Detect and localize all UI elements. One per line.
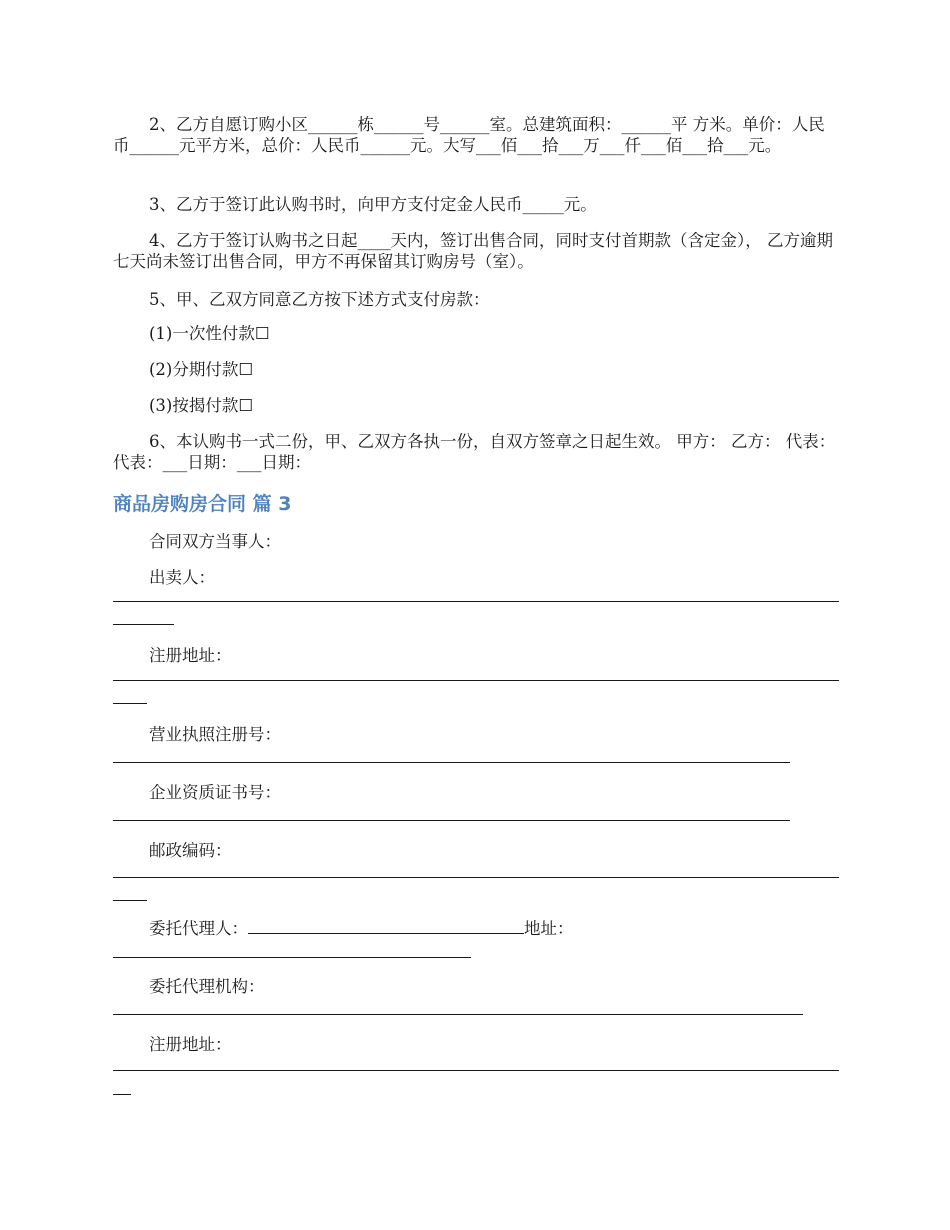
reg-address-2-blank-line-cont xyxy=(113,1094,131,1095)
qualification-no-label: 企业资质证书号： xyxy=(149,783,281,802)
qualification-no-blank-line xyxy=(113,820,790,821)
agent-address-blank-line xyxy=(113,957,471,958)
parties-label: 合同双方当事人： xyxy=(149,532,281,551)
reg-address-2-blank-line xyxy=(113,1070,839,1071)
agency-blank-line xyxy=(113,1014,803,1015)
seller-blank-line xyxy=(113,601,839,602)
reg-address-blank-line-cont xyxy=(113,703,147,704)
payment-option-lump-sum: (1)一次性付款☐ xyxy=(149,324,270,343)
postal-code-blank-line xyxy=(113,877,839,878)
postal-code-label: 邮政编码： xyxy=(149,841,232,860)
seller-blank-line-cont xyxy=(113,624,174,625)
postal-code-blank-line-cont xyxy=(113,900,147,901)
clause-4: 4、乙方于签订认购书之日起____天内，签订出售合同，同时支付首期款（含定金）， 乙方逾期七天尚未签订出售合同，甲方不再保留其订购房号（室）。 xyxy=(113,231,833,271)
agent-blank-line xyxy=(248,933,524,934)
clause-3: 3、乙方于签订此认购书时，向甲方支付定金人民币_____元。 xyxy=(149,195,597,214)
agency-label: 委托代理机构： xyxy=(149,977,265,996)
agent-address-label: 地址： xyxy=(524,919,574,938)
license-no-blank-line xyxy=(113,762,790,763)
reg-address-blank-line xyxy=(113,680,839,681)
clause-6: 6、本认购书一式二份，甲、乙双方各执一份，自双方签章之日起生效。 甲方： 乙方： 代表： 代表：___日期：___日期： xyxy=(113,432,836,472)
section-title: 商品房购房合同 篇 3 xyxy=(113,493,292,515)
seller-label: 出卖人： xyxy=(149,568,215,587)
payment-option-installment: (2)分期付款☐ xyxy=(149,360,254,379)
agent-label: 委托代理人： xyxy=(149,919,248,938)
reg-address-2-label: 注册地址： xyxy=(149,1035,232,1054)
reg-address-label: 注册地址： xyxy=(149,646,232,665)
clause-2: 2、乙方自愿订购小区______栋______号______室。总建筑面积：______平 方米。单价：人民币______元平方米，总价：人民币______元。大写___佰___拾___万___仟___佰___拾___元。 xyxy=(113,115,825,155)
payment-option-mortgage: (3)按揭付款☐ xyxy=(149,396,254,415)
clause-5: 5、甲、乙双方同意乙方按下述方式支付房款： xyxy=(149,290,490,309)
agent-row xyxy=(149,918,574,939)
license-no-label: 营业执照注册号： xyxy=(149,725,281,744)
